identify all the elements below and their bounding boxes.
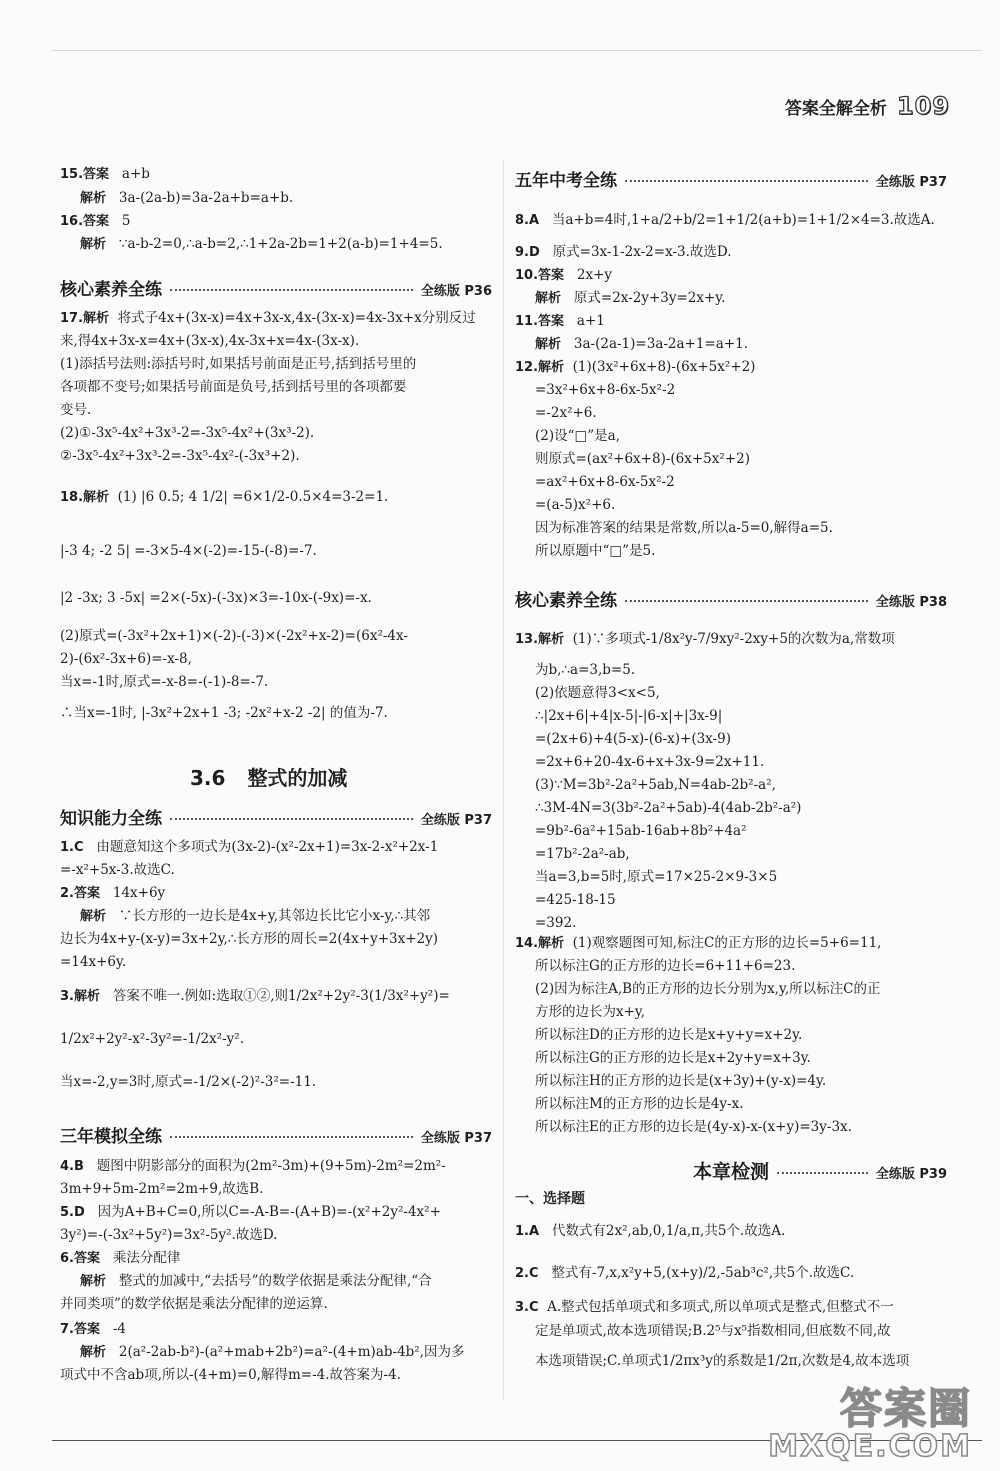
q18-line-3: |2 -3x; 3 -5x| =2×(-5x)-(-3x)×3=-10x-(-9x)=-x. <box>60 590 372 606</box>
q14-line-3: (2)因为标注A,B的正方形的边长分别为x,y,所以标注C的正 <box>535 981 881 997</box>
q17-line-5: 变号. <box>60 402 92 418</box>
q10-analysis-line: 解析 原式=2x-2y+3y=2x+y. <box>535 290 726 306</box>
q14-line-5: 所以标注D的正方形的边长是x+y+y=x+2y. <box>535 1027 803 1043</box>
q17-line-7: ②-3x⁵-4x²+3x³-2=-3x⁵-4x²-(-3x³+2). <box>60 448 300 464</box>
section-leader-dots <box>625 600 868 602</box>
q17-line-1: 17.解析 将式子4x+(3x-x)=4x+3x-x,4x-(3x-x)=4x-3x+x分别反过 <box>60 310 476 326</box>
page-header <box>785 92 950 120</box>
q16-analysis-line: 解析 ∵a-b-2=0,∴a-b=2,∴1+2a-2b=1+2(a-b)=1+4=5. <box>80 236 443 252</box>
q15-analysis-line: 解析 3a-(2a-b)=3a-2a+b=a+b. <box>80 190 294 206</box>
chapter-title: 整式的加减 <box>247 766 348 790</box>
watermark-line-1: 答案圈 <box>839 1384 972 1433</box>
q7-analysis-line-1: 解析 2(a²-2ab-b²)-(a²+mab+2b²)=a²-(4+m)ab-4b²,因为多 <box>80 1344 465 1360</box>
q2-analysis-line-3: =14x+6y. <box>60 954 127 970</box>
q14-line-6: 所以标注G的正方形的边长是x+2y+y=x+3y. <box>535 1050 811 1066</box>
q13-line-13: =392. <box>535 915 577 931</box>
q10-answer-line: 10.答案 2x+y <box>515 267 613 283</box>
section-leader-dots <box>625 180 868 182</box>
q18-line-7: ∴当x=-1时, |-3x²+2x+1 -3; -2x²+x-2 -2| 的值为-7. <box>60 705 388 721</box>
q17-line-3: (1)添括号法则:添括号时,如果括号前面是正号,括到括号里的 <box>60 356 417 372</box>
section-core-literacy-2: 核心素养全练 全练版 P38 <box>515 591 947 611</box>
q17-line-4: 各项都不变号;如果括号前面是负号,括到括号里的各项都要 <box>60 379 407 395</box>
section-core-literacy-1: 核心素养全练 全练版 P36 <box>60 280 492 300</box>
q14-line-8: 所以标注M的正方形的边长是4y-x. <box>535 1096 744 1112</box>
section-chapter-test: 本章检测 全练版 P39 <box>693 1161 947 1183</box>
q17-line-2: 来,得4x+3x-x=4x+(3x-x),4x-3x+x=4x-(3x-x). <box>60 333 360 349</box>
q13-line-2: 为b,∴a=3,b=5. <box>535 662 636 678</box>
t3-line-2: 定是单项式,故本选项错误;B.2⁵与x⁵指数相同,但底数不同,故 <box>535 1323 891 1339</box>
q14-line-1: 14.解析 (1)观察题图可知,标注C的正方形的边长=5+6=11, <box>515 935 882 951</box>
t2-line: 2.C 整式有-7,x,x²y+5,(x+y)/2,-5ab³c²,共5个.故选C. <box>515 1265 855 1281</box>
q4-line-2: 3m+9+5m-2m²=2m+9,故选B. <box>60 1181 264 1197</box>
q8-line: 8.A 当a+b=4时,1+a/2+b/2=1+1/2(a+b)=1+1/2×4=3.故选A. <box>515 212 935 228</box>
t3-line-1: 3.C A.整式包括单项式和多项式,所以单项式是整式,但整式不一 <box>515 1299 894 1315</box>
q7-answer-line: 7.答案 -4 <box>60 1321 127 1337</box>
section-three-year-mock: 三年模拟全练 全练版 P37 <box>60 1127 492 1147</box>
q12-line-9: 所以原题中“□”是5. <box>535 543 656 559</box>
q13-line-12: =425-18-15 <box>535 892 616 908</box>
q12-line-1: 12.解析 (1)(3x²+6x+8)-(6x+5x²+2) <box>515 359 756 375</box>
t1-line: 1.A 代数式有2x²,ab,0,1/a,π,共5个.故选A. <box>515 1223 786 1239</box>
q14-line-4: 方形的边长为x+y, <box>535 1004 646 1020</box>
section-leader-dots <box>170 1136 413 1138</box>
q3-line-1: 3.解析 答案不唯一.例如:选取①②,则1/2x²+2y²-3(1/3x²+y²)= <box>60 988 450 1004</box>
q6-answer-line: 6.答案 乘法分配律 <box>60 1250 181 1266</box>
q6-analysis-line-2: 并同类项”的数学依据是乘法分配律的逆运算. <box>60 1296 328 1312</box>
q12-line-6: =ax²+6x+8-6x-5x²-2 <box>535 474 675 490</box>
chapter-heading <box>190 762 347 791</box>
q13-line-10: =17b²-2a²-ab, <box>535 846 630 862</box>
q16-answer-line: 16.答案 5 <box>60 213 131 229</box>
q13-line-6: =2x+6+20-4x-6+x+3x-9=2x+11. <box>535 754 765 770</box>
q12-line-8: 因为标准答案的结果是常数,所以a-5=0,解得a=5. <box>535 520 833 536</box>
q17-line-6: (2)①-3x⁵-4x²+3x³-2=-3x⁵-4x²+(3x³-2). <box>60 425 315 441</box>
part-title: 一、选择题 <box>515 1191 585 1207</box>
q12-line-4: (2)设“□”是a, <box>535 428 621 444</box>
q13-line-4: ∴|2x+6|+4|x-5|-|6-x|+|3x-9| <box>535 708 723 724</box>
q13-line-9: =9b²-6a²+15ab-16ab+8b²+4a² <box>535 823 747 839</box>
q18-line-1: 18.解析 (1) |6 0.5; 4 1/2| =6×1/2-0.5×4=3-2=1. <box>60 489 389 505</box>
q2-analysis-line-1: 解析 ∵长方形的一边长是4x+y,其邻边长比它小x-y,∴其邻 <box>80 908 431 924</box>
q18-line-6: 当x=-1时,原式=-x-8=-(-1)-8=-7. <box>60 674 269 690</box>
q13-line-1: 13.解析 (1)∵多项式-1/8x²y-7/9xy²-2xy+5的次数为a,常数项 <box>515 631 895 647</box>
t3-line-3: 本选项错误;C.单项式1/2πx³y的系数是1/2π,次数是4,故本选项 <box>535 1353 910 1369</box>
q13-line-8: ∴3M-4N=3(3b²-2a²+5ab)-4(4ab-2b²-a²) <box>535 800 802 816</box>
watermark-line-2: MXQE.COM <box>768 1429 972 1464</box>
chapter-number: 3.6 <box>190 766 226 790</box>
section-leader-dots <box>170 289 413 291</box>
q18-line-4: (2)原式=(-3x²+2x+1)×(-2)-(-3)×(-2x²+x-2)=(6x²-4x- <box>60 628 408 644</box>
q14-line-2: 所以标注G的正方形的边长=6+11+6=23. <box>535 958 796 974</box>
q14-line-9: 所以标注E的正方形的边长是(4y-x)-x-(x+y)=3y-3x. <box>535 1119 852 1135</box>
column-divider <box>503 160 504 1400</box>
q13-line-3: (2)依题意得3<x<5, <box>535 685 660 701</box>
q3-line-2: 1/2x²+2y²-x²-3y²=-1/2x²-y². <box>60 1031 244 1047</box>
q6-analysis-line-1: 解析 整式的加减中,“去括号”的数学依据是乘法分配律,“合 <box>80 1273 432 1289</box>
q2-answer-line: 2.答案 14x+6y <box>60 885 166 901</box>
q5-line-2: 3y²)=-(-3x²+5y²)=3x²-5y².故选D. <box>60 1227 278 1243</box>
q11-analysis-line: 解析 3a-(2a-1)=3a-2a+1=a+1. <box>535 336 749 352</box>
q1c-line-2: =-x²+5x-3.故选C. <box>60 862 175 878</box>
q15-answer-line: 15.答案 a+b <box>60 166 150 182</box>
page-number: 109 <box>896 92 950 120</box>
q3-line-3: 当x=-2,y=3时,原式=-1/2×(-2)²-3²=-11. <box>60 1074 317 1090</box>
header-title: 答案全解全析 <box>784 98 887 119</box>
q1c-line-1: 1.C 由题意知这个多项式为(3x-2)-(x²-2x+1)=3x-2-x²+2x-1 <box>60 839 439 855</box>
q13-line-11: 当a=3,b=5时,原式=17×25-2×9-3×5 <box>535 869 778 885</box>
section-five-year-exam: 五年中考全练 全练版 P37 <box>515 171 947 191</box>
q2-analysis-line-2: 边长为4x+y-(x-y)=3x+2y,∴长方形的周长=2(4x+y+3x+2y) <box>60 931 439 947</box>
q7-analysis-line-2: 项式中不含ab项,所以-(4+m)=0,解得m=-4.故答案为-4. <box>60 1367 401 1383</box>
q4-line-1: 4.B 题图中阴影部分的面积为(2m²-3m)+(9+5m)-2m²=2m²- <box>60 1158 446 1174</box>
section-leader-dots <box>777 1172 868 1174</box>
q13-line-7: (3)∵M=3b²-2a²+5ab,N=4ab-2b²-a², <box>535 777 776 793</box>
q18-line-2: |-3 4; -2 5| =-3×5-4×(-2)=-15-(-8)=-7. <box>60 543 317 559</box>
q14-line-7: 所以标注H的正方形的边长是(x+3y)+(y-x)=4y. <box>535 1073 827 1089</box>
section-knowledge-ability: 知识能力全练 全练版 P37 <box>60 809 492 829</box>
q9-line: 9.D 原式=3x-1-2x-2=x-3.故选D. <box>515 244 732 260</box>
q12-line-7: =(a-5)x²+6. <box>535 497 616 513</box>
q13-line-5: =(2x+6)+4(5-x)-(6-x)+(3x-9) <box>535 731 731 747</box>
q12-line-3: =-2x²+6. <box>535 405 597 421</box>
site-watermark <box>768 1384 972 1464</box>
q18-line-5: 2)-(6x²-3x+6)=-x-8, <box>60 651 192 667</box>
q12-line-2: =3x²+6x+8-6x-5x²-2 <box>535 382 676 398</box>
q5-line-1: 5.D 因为A+B+C=0,所以C=-A-B=-(A+B)=-(x²+2y²-4x²+ <box>60 1204 441 1220</box>
top-rule <box>52 50 982 51</box>
q12-line-5: 则原式=(ax²+6x+8)-(6x+5x²+2) <box>535 451 750 467</box>
section-leader-dots <box>170 818 413 820</box>
q11-answer-line: 11.答案 a+1 <box>515 313 605 329</box>
